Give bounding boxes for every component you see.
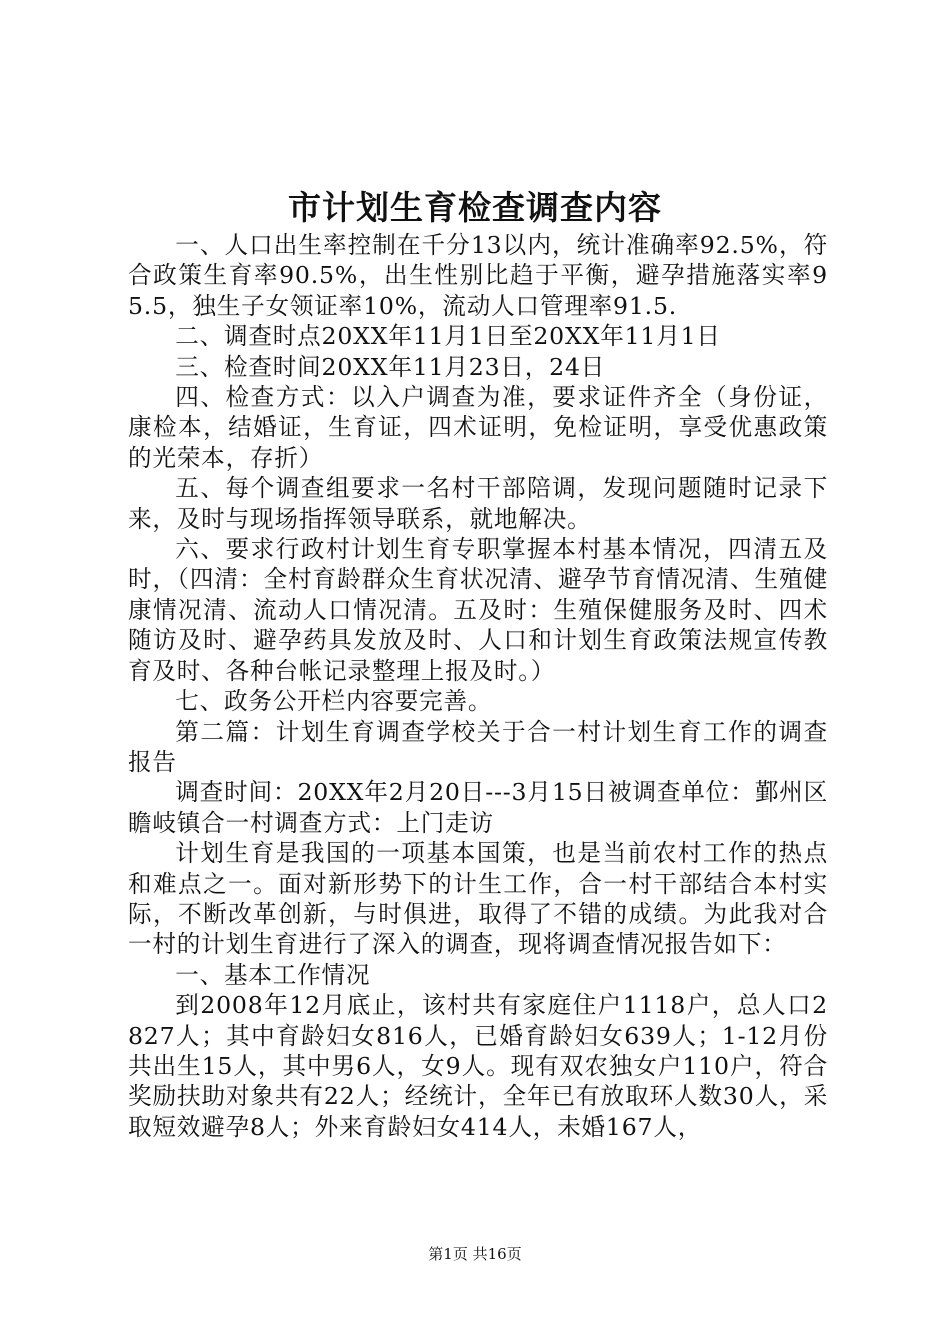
section-heading: 第二篇：计划生育调查学校关于合一村计划生育工作的调查报告	[128, 717, 828, 776]
page-footer: 第1页 共16页	[428, 1245, 522, 1263]
document-title: 市计划生育检查调查内容	[288, 188, 662, 227]
paragraph: 七、政务公开栏内容要完善。	[175, 687, 493, 716]
paragraph: 调查时间：20XX年2月20日---3月15日被调查单位：鄞州区瞻岐镇合一村调查方式：上门走访	[128, 778, 828, 837]
paragraph: 二、调查时点20XX年11月1日至20XX年11月1日	[175, 322, 721, 351]
paragraph: 五、每个调查组要求一名村干部陪调，发现问题随时记录下来，及时与现场指挥领导联系，就地解决。	[128, 474, 828, 533]
subsection-heading: 一、基本工作情况	[175, 960, 371, 989]
document-body	[128, 230, 828, 1142]
paragraph: 六、要求行政村计划生育专职掌握本村基本情况，四清五及时，（四清：全村育龄群众生育状况清、避孕节育情况清、生殖健康情况清、流动人口情况清。五及时：生殖保健服务及时、四术随访及时、避孕药具发放及时、人口和计划生育政策法规宣传教育及时、各种台帐记录整理上报及时。）	[128, 535, 828, 685]
paragraph: 一、人口出生率控制在千分13以内，统计准确率92.5%，符合政策生育率90.5%，出生性别比趋于平衡，避孕措施落实率95.5，独生子女领证率10%，流动人口管理率91.5.	[128, 231, 828, 320]
paragraph: 计划生育是我国的一项基本国策，也是当前农村工作的热点和难点之一。面对新形势下的计生工作，合一村干部结合本村实际，不断改革创新，与时俱进，取得了不错的成绩。为此我对合一村的计划生育进行了深入的调查，现将调查情况报告如下：	[128, 839, 828, 959]
paragraph: 到2008年12月底止，该村共有家庭住户1118户，总人口2827人；其中育龄妇女816人，已婚育龄妇女639人；1-12月份共出生15人，其中男6人，女9人。现有双农独女户110户，符合奖励扶助对象共有22人；经统计，全年已有放取环人数30人，采取短效避孕8人；外来育龄妇女414人，未婚167人，	[128, 991, 828, 1141]
paragraph: 四、检查方式：以入户调查为准，要求证件齐全（身份证，康检本，结婚证，生育证，四术证明，免检证明，享受优惠政策的光荣本，存折）	[128, 383, 828, 472]
paragraph: 三、检查时间20XX年11月23日，24日	[175, 352, 606, 381]
